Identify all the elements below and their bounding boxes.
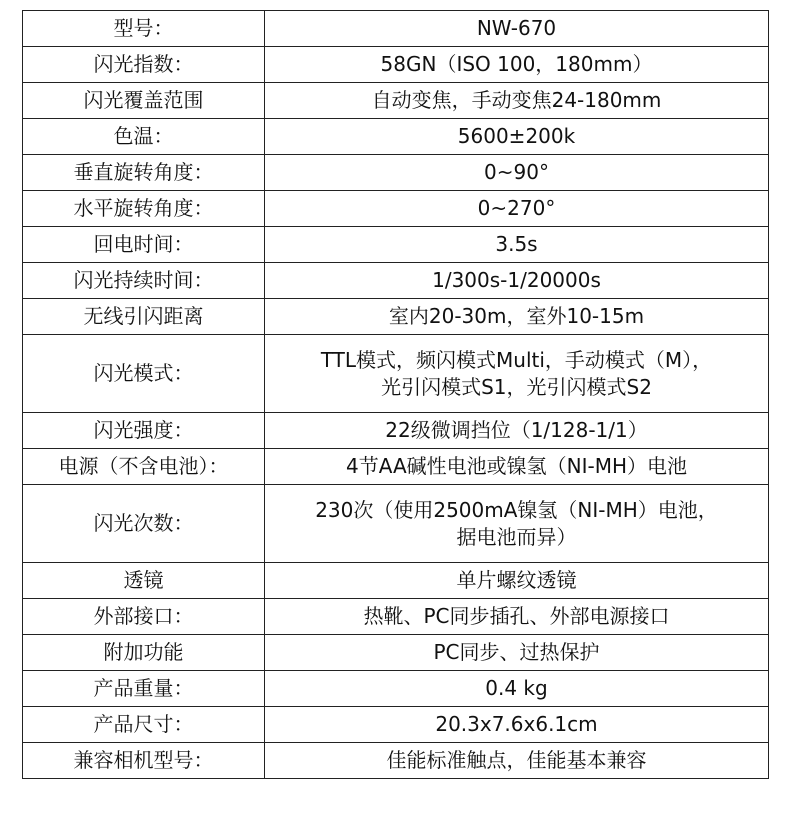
- table-row: [23, 227, 769, 263]
- spec-label: 闪光覆盖范围: [23, 83, 265, 119]
- spec-value: 0~90°: [265, 155, 769, 191]
- table-row: [23, 635, 769, 671]
- table-row: [23, 11, 769, 47]
- table-row: [23, 191, 769, 227]
- spec-value: 单片螺纹透镜: [265, 563, 769, 599]
- spec-value: 22级微调挡位（1/128-1/1）: [265, 413, 769, 449]
- table-row: [23, 83, 769, 119]
- spec-label: 闪光模式：: [23, 335, 265, 413]
- spec-value: 4节AA碱性电池或镍氢（NI-MH）电池: [265, 449, 769, 485]
- spec-value: 0~270°: [265, 191, 769, 227]
- spec-label: 无线引闪距离: [23, 299, 265, 335]
- spec-value: 室内20-30m，室外10-15m: [265, 299, 769, 335]
- spec-label: 附加功能: [23, 635, 265, 671]
- spec-label: 兼容相机型号：: [23, 743, 265, 779]
- table-row: [23, 263, 769, 299]
- spec-label: 透镜: [23, 563, 265, 599]
- table-row: [23, 119, 769, 155]
- spec-value: 热靴、PC同步插孔、外部电源接口: [265, 599, 769, 635]
- table-row: [23, 413, 769, 449]
- spec-value: 1/300s-1/20000s: [265, 263, 769, 299]
- table-row: [23, 335, 769, 413]
- spec-label: 型号：: [23, 11, 265, 47]
- spec-value: 230次（使用2500mA镍氢（NI-MH）电池， 据电池而异）: [265, 485, 769, 563]
- spec-label: 水平旋转角度：: [23, 191, 265, 227]
- table-row: [23, 485, 769, 563]
- spec-label: 回电时间：: [23, 227, 265, 263]
- table-row: [23, 743, 769, 779]
- spec-value: 自动变焦，手动变焦24-180mm: [265, 83, 769, 119]
- spec-value: TTL模式，频闪模式Multi，手动模式（M）， 光引闪模式S1，光引闪模式S2: [265, 335, 769, 413]
- spec-table: [22, 10, 769, 779]
- spec-value: PC同步、过热保护: [265, 635, 769, 671]
- spec-value: 58GN（ISO 100，180mm）: [265, 47, 769, 83]
- table-row: [23, 449, 769, 485]
- spec-value: 20.3x7.6x6.1cm: [265, 707, 769, 743]
- spec-label: 产品重量：: [23, 671, 265, 707]
- spec-value: 3.5s: [265, 227, 769, 263]
- table-row: [23, 299, 769, 335]
- spec-value: 5600±200k: [265, 119, 769, 155]
- spec-label: 产品尺寸：: [23, 707, 265, 743]
- spec-label: 闪光次数：: [23, 485, 265, 563]
- table-row: [23, 563, 769, 599]
- spec-label: 闪光指数：: [23, 47, 265, 83]
- table-row: [23, 47, 769, 83]
- spec-label: 垂直旋转角度：: [23, 155, 265, 191]
- table-row: [23, 155, 769, 191]
- table-row: [23, 671, 769, 707]
- spec-label: 外部接口：: [23, 599, 265, 635]
- spec-value: 0.4 kg: [265, 671, 769, 707]
- table-row: [23, 599, 769, 635]
- spec-label: 闪光强度：: [23, 413, 265, 449]
- spec-label: 闪光持续时间：: [23, 263, 265, 299]
- spec-label: 电源（不含电池）：: [23, 449, 265, 485]
- spec-value: 佳能标准触点，佳能基本兼容: [265, 743, 769, 779]
- spec-label: 色温：: [23, 119, 265, 155]
- spec-value: NW-670: [265, 11, 769, 47]
- table-row: [23, 707, 769, 743]
